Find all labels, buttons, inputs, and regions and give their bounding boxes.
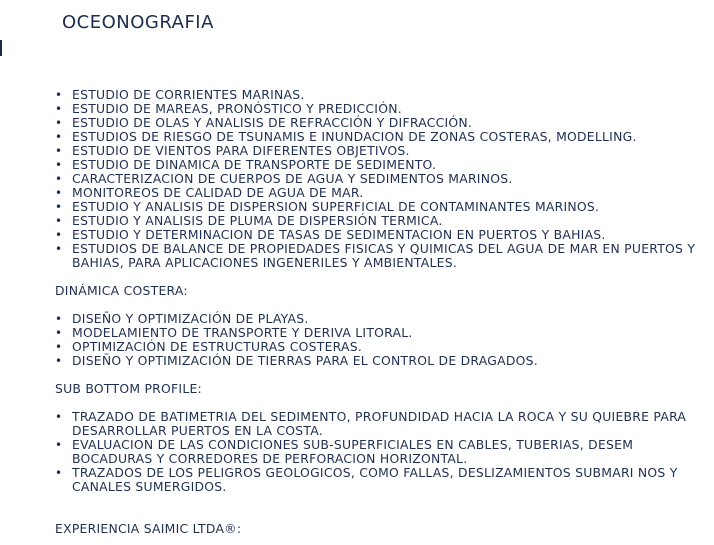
list-item: • ESTUDIO DE OLAS Y ANALISIS DE REFRACCIÓN Y DIFRACCIÓN. [55,116,705,130]
list-item: • TRAZADOS DE LOS PELIGROS GEOLOGICOS, COMO FALLAS, DESLIZAMIENTOS SUBMARI NOS Y CANALES SUMERGIDOS. [55,466,705,494]
list-item: • ESTUDIO DE DINAMICA DE TRANSPORTE DE SEDIMENTO. [55,158,705,172]
list-item: • MODELAMIENTO DE TRANSPORTE Y DERIVA LITORAL. [55,326,705,340]
list-item: • ESTUDIO DE CORRIENTES MARINAS. [55,88,705,102]
list-item: • CARACTERIZACION DE CUERPOS DE AGUA Y SEDIMENTOS MARINOS. [55,172,705,186]
sub-bottom-profile-list [55,410,705,494]
list-item: • DISEÑO Y OPTIMIZACIÓN DE PLAYAS. [55,312,705,326]
edge-marker [0,40,2,56]
list-item: • ESTUDIO DE MAREAS, PRONÓSTICO Y PREDICCIÓN. [55,102,705,116]
section-heading-sub-bottom-profile: SUB BOTTOM PROFILE: [55,381,202,396]
list-item: • DISEÑO Y OPTIMIZACIÓN DE TIERRAS PARA EL CONTROL DE DRAGADOS. [55,354,705,368]
list-item: • ESTUDIO DE VIENTOS PARA DIFERENTES OBJETIVOS. [55,144,705,158]
section-heading-coastal-dynamics: DINÁMICA COSTERA: [55,283,188,298]
list-item: • ESTUDIOS DE BALANCE DE PROPIEDADES FISICAS Y QUIMICAS DEL AGUA DE MAR EN PUERTOS Y BAHIAS, PARA APLICACIONES INGENERILES Y AMBIENTALES. [55,242,705,270]
list-item: • ESTUDIOS DE RIESGO DE TSUNAMIS E INUNDACION DE ZONAS COSTERAS, MODELLING. [55,130,705,144]
list-item: • ESTUDIO Y ANALISIS DE PLUMA DE DISPERSIÓN TERMICA. [55,214,705,228]
list-item: • OPTIMIZACIÓN DE ESTRUCTURAS COSTERAS. [55,340,705,354]
section-heading-experience: EXPERIENCIA SAIMIC LTDA®: [55,521,242,536]
list-item: • TRAZADO DE BATIMETRIA DEL SEDIMENTO, PROFUNDIDAD HACIA LA ROCA Y SU QUIEBRE PARA DESARROLLAR PUERTOS EN LA COSTA. [55,410,705,438]
content [55,88,705,536]
page-title: OCEONOGRAFIA [62,12,214,33]
oceanography-list [55,88,705,270]
list-item: • ESTUDIO Y ANALISIS DE DISPERSION SUPERFICIAL DE CONTAMINANTES MARINOS. [55,200,705,214]
list-item: • MONITOREOS DE CALIDAD DE AGUA DE MAR. [55,186,705,200]
list-item: • EVALUACION DE LAS CONDICIONES SUB-SUPERFICIALES EN CABLES, TUBERIAS, DESEM BOCADURAS Y CORREDORES DE PERFORACION HORIZONTAL. [55,438,705,466]
list-item: • ESTUDIO Y DETERMINACION DE TASAS DE SEDIMENTACION EN PUERTOS Y BAHIAS. [55,228,705,242]
coastal-dynamics-list [55,312,705,368]
